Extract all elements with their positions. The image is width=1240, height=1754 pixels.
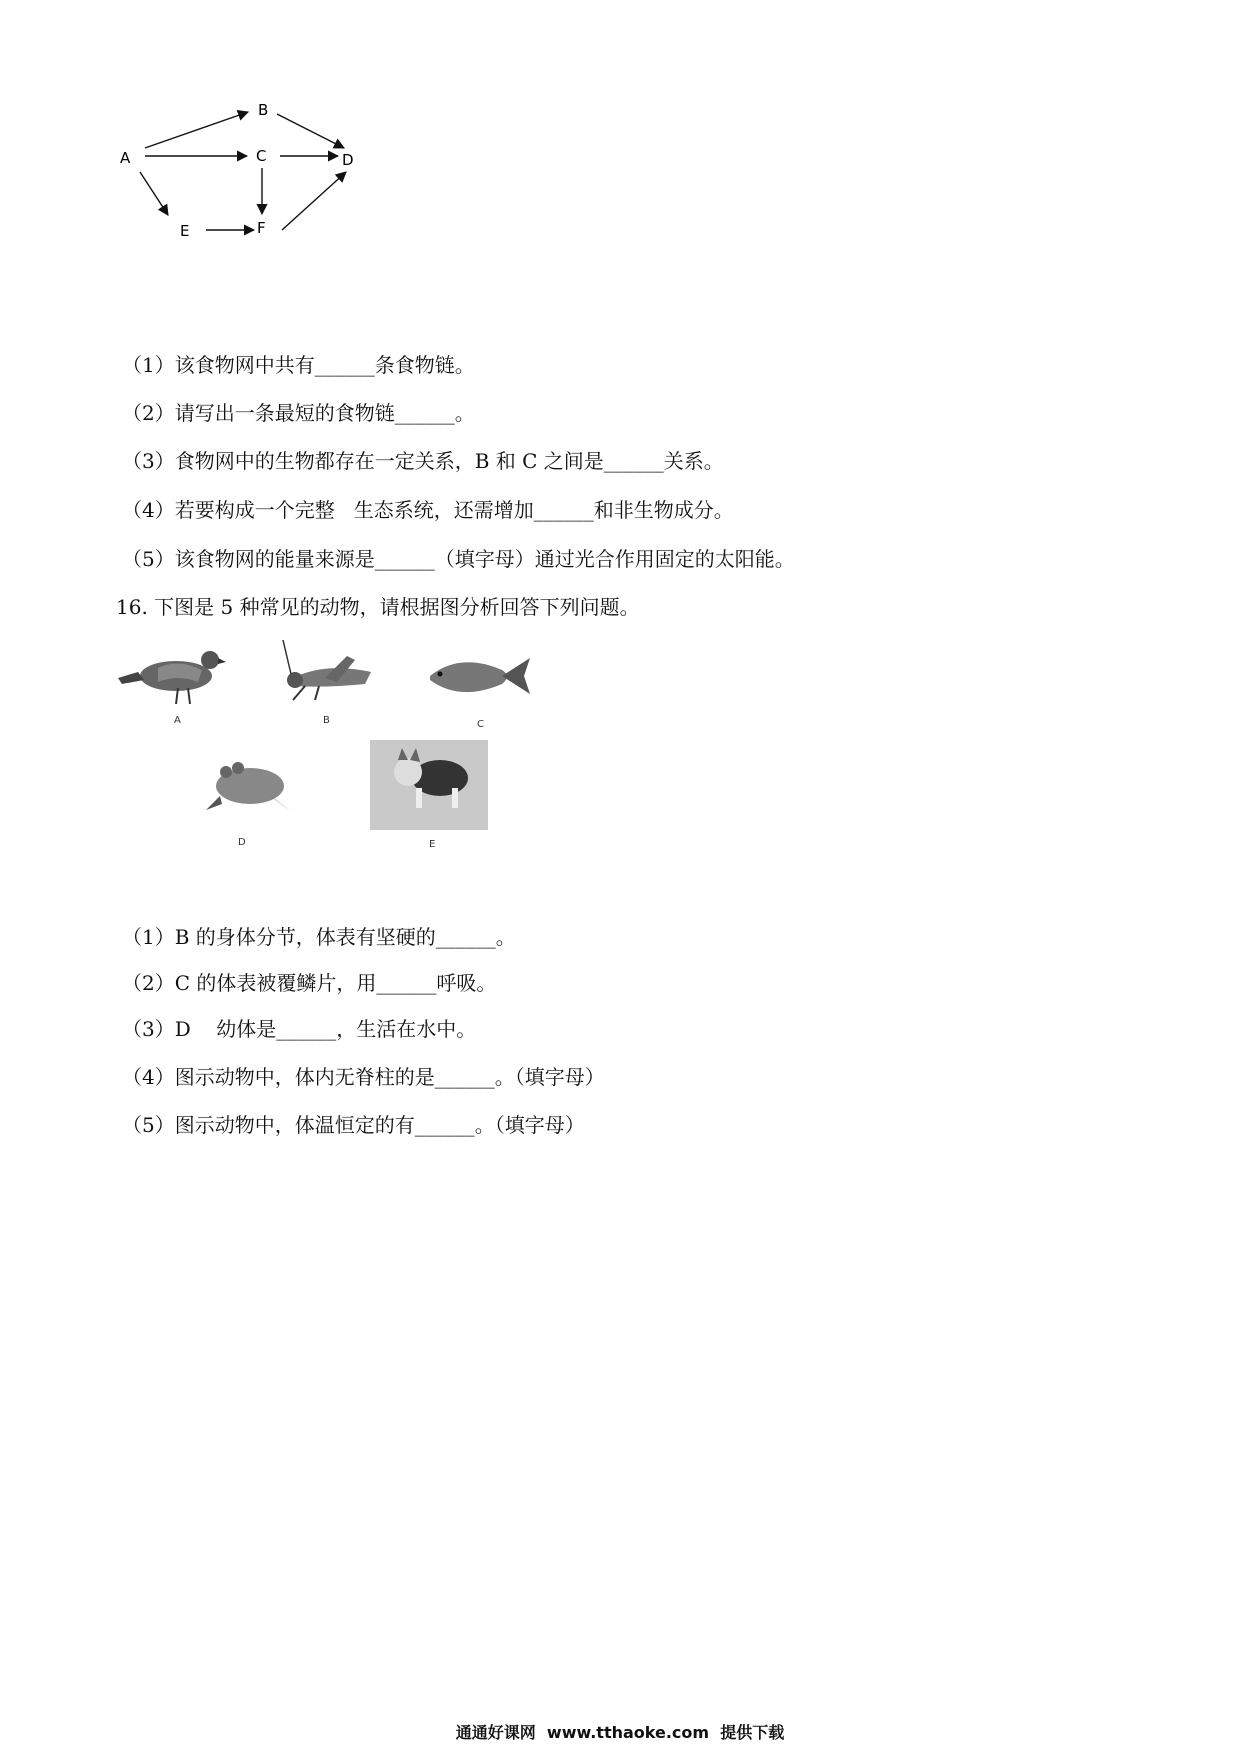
frog-icon: [200, 752, 300, 848]
q15-2: （2）请写出一条最短的食物链______。: [122, 401, 475, 425]
q15-4: （4）若要构成一个完整 生态系统，还需增加______和非生物成分。: [122, 498, 734, 522]
node-f: F: [257, 219, 266, 237]
animal-label-c: C: [477, 719, 484, 730]
node-a: A: [120, 149, 131, 167]
fish-icon: [420, 646, 535, 730]
node-e: E: [180, 222, 190, 240]
q16-3: （3）D 幼体是______，生活在水中。: [122, 1017, 477, 1041]
animal-label-b: B: [323, 715, 330, 726]
node-b: B: [258, 101, 269, 119]
q15-5: （5）该食物网的能量来源是______（填字母）通过光合作用固定的太阳能。: [122, 547, 795, 571]
q15-1: （1）该食物网中共有______条食物链。: [122, 353, 475, 377]
q16-title: 16. 下图是 5 种常见的动物，请根据图分析回答下列问题。: [116, 595, 640, 619]
arrow-a-b: [145, 112, 248, 148]
page-footer: 通通好课网 www.tthaoke.com 提供下载: [455, 1723, 785, 1742]
pigeon-icon: [118, 638, 233, 726]
q16-1: （1）B 的身体分节，体表有坚硬的______。: [122, 925, 516, 949]
q16-2: （2）C 的体表被覆鳞片，用______呼吸。: [122, 971, 497, 995]
animal-label-e: E: [429, 839, 436, 850]
node-d: D: [342, 151, 354, 169]
q16-5: （5）图示动物中，体温恒定的有______。（填字母）: [122, 1113, 585, 1137]
animal-label-d: D: [238, 837, 246, 848]
q15-3: （3）食物网中的生物都存在一定关系，B 和 C 之间是______关系。: [122, 449, 724, 473]
dog-icon: [370, 740, 488, 850]
animal-label-a: A: [174, 715, 181, 726]
arrow-a-e: [140, 172, 168, 215]
q16-4: （4）图示动物中，体内无脊柱的是______。（填字母）: [122, 1065, 605, 1089]
node-c: C: [256, 147, 267, 165]
food-web-diagram: [120, 100, 420, 270]
arrow-f-d: [282, 172, 346, 230]
grasshopper-icon: [275, 634, 385, 726]
arrow-b-d: [277, 114, 344, 148]
